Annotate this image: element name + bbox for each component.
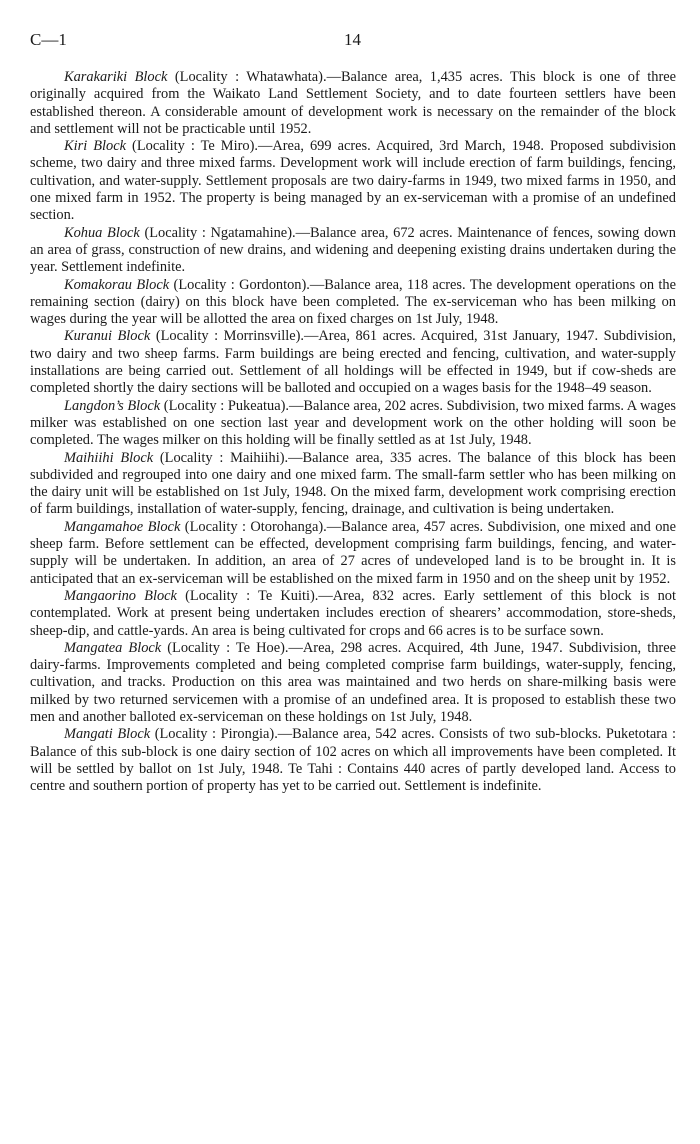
paragraph-text: (Locality : Pukeatua).—Balance area, 202 acres. Subdivision, two mixed farms. A wages milker was established on one section last year and development work on the other holding will soon be completed. The wages milker on this holding will be finally settled as at 1st July, 1948. xyxy=(30,397,677,449)
paragraph-mangaorino xyxy=(30,588,676,640)
paragraph-text: (Locality : Te Hoe).—Area, 298 acres. Acquired, 4th June, 1947. Subdivision, three dairy-farms. Improvements completed and being completed comprise farm buildings, water-supply, fencing, cultivation, and tracks. Production on this area was maintained and two herds on share-milking basis were milked by two returned servicemen with a promise of an undefined area. It is proposed to establish these two men and another balloted ex-serviceman on these holdings on 1st July, 1948. xyxy=(30,639,676,725)
paragraph-kuranui xyxy=(30,328,676,397)
block-name: Mangaorino Block xyxy=(64,587,177,604)
block-name: Langdon’s Block xyxy=(64,397,161,414)
paragraph-mangamahoe xyxy=(30,519,676,588)
paragraph-text: (Locality : Te Kuiti).—Area, 832 acres. Early settlement of this block is not contemplated. Work at present being undertaken includes erection of shearers’ accommodation, store-sheds, sheep-dip, and cattle-yards. An area is being cultivated for crops and 66 acres is to be surface sown. xyxy=(30,587,676,639)
paragraph-text: (Locality : Te Miro).—Area, 699 acres. Acquired, 3rd March, 1948. Proposed subdivision scheme, two dairy and three mixed farms. Development work will include erection of farm buildings, fencing, cultivation, and water-supply. Settlement proposals are two dairy-farms in 1949, two mixed farms in 1950, and one mixed farm in 1952. The property is being managed by an ex-serviceman with a promise of an undefined section. xyxy=(30,138,676,224)
paragraph-mangati xyxy=(30,726,676,795)
paragraph-text: (Locality : Otorohanga).—Balance area, 457 acres. Subdivision, one mixed and one sheep farm. Before settlement can be effected, development comprising farm buildings, fencing, and water-supply will be undertaken. In addition, an area of 27 acres of undeveloped land is to be brought in. It is anticipated that an ex-serviceman will be established on the mixed farm in 1950 and on the sheep unit by 1952. xyxy=(30,518,676,587)
block-name: Maihiihi Block xyxy=(64,449,154,466)
paragraph-text: (Locality : Morrinsville).—Area, 861 acres. Acquired, 31st January, 1947. Subdivision, two dairy and two sheep farms. Farm buildings are being erected and fencing, cultivation, and water-supply installations are being carried out. Settlement of all holdings will be effected in 1949, but if cow-sheds are completed shortly the dairy sections will be balloted and occupied on a wages basis for the 1948–49 season. xyxy=(30,328,676,397)
paragraph-karakariki xyxy=(30,69,676,138)
block-name: Mangati Block xyxy=(64,726,151,743)
document-body xyxy=(30,69,676,795)
document-reference: C—1 xyxy=(30,30,67,49)
block-name: Komakorau Block xyxy=(64,276,170,293)
page-number: 14 xyxy=(344,30,361,49)
block-name: Kohua Block xyxy=(64,224,140,241)
paragraph-mangatea xyxy=(30,640,676,726)
block-name: Mangatea Block xyxy=(64,639,162,656)
paragraph-text: (Locality : Whatawhata).—Balance area, 1,435 acres. This block is one of three originally acquired from the Waikato Land Settlement Society, and to date fourteen settlers have been established thereon. A considerable amount of development work is necessary on the remainder of the block and settlement will not be practicable until 1952. xyxy=(30,69,677,137)
block-name: Kiri Block xyxy=(64,138,126,155)
page-header xyxy=(30,30,676,58)
paragraph-text: (Locality : Pirongia).—Balance area, 542 acres. Consists of two sub-blocks. Puketotara : Balance of this sub-block is one dairy section of 102 acres on which all improvements have been completed. It will be settled by ballot on 1st July, 1948. Te Tahi : Contains 440 acres of partly developed land. Access to centre and southern portion of property has yet to be carried out. Settlement is indefinite. xyxy=(30,726,676,795)
paragraph-kiri xyxy=(30,138,676,224)
paragraph-text: (Locality : Ngatamahine).—Balance area, 672 acres. Maintenance of fences, sowing down an area of grass, construction of new drains, and widening and deepening existing drains undertaken during the year. Settlement indefinite. xyxy=(30,224,676,276)
paragraph-kohua xyxy=(30,225,676,277)
paragraph-text: (Locality : Gordonton).—Balance area, 118 acres. The development operations on the remaining section (dairy) on this block have been completed. The ex-serviceman who has been milking on wages during the year will be allotted the area on fixed charges on 1st July, 1948. xyxy=(30,276,677,328)
paragraph-text: (Locality : Maihiihi).—Balance area, 335 acres. The balance of this block has been subdivided and regrouped into one dairy and one mixed farm. The small-farm settler who has been milking on the dairy unit will be established on 1st July, 1948. On the mixed farm, development work comprising erection of farm buildings, installation of water-supply, fencing, drainage, and cultivation is being undertaken. xyxy=(30,449,676,518)
paragraph-komakorau xyxy=(30,277,676,329)
paragraph-maihiihi xyxy=(30,450,676,519)
paragraph-langdons xyxy=(30,398,676,450)
block-name: Mangamahoe Block xyxy=(64,518,181,535)
block-name: Karakariki Block xyxy=(64,69,168,85)
block-name: Kuranui Block xyxy=(64,328,151,345)
